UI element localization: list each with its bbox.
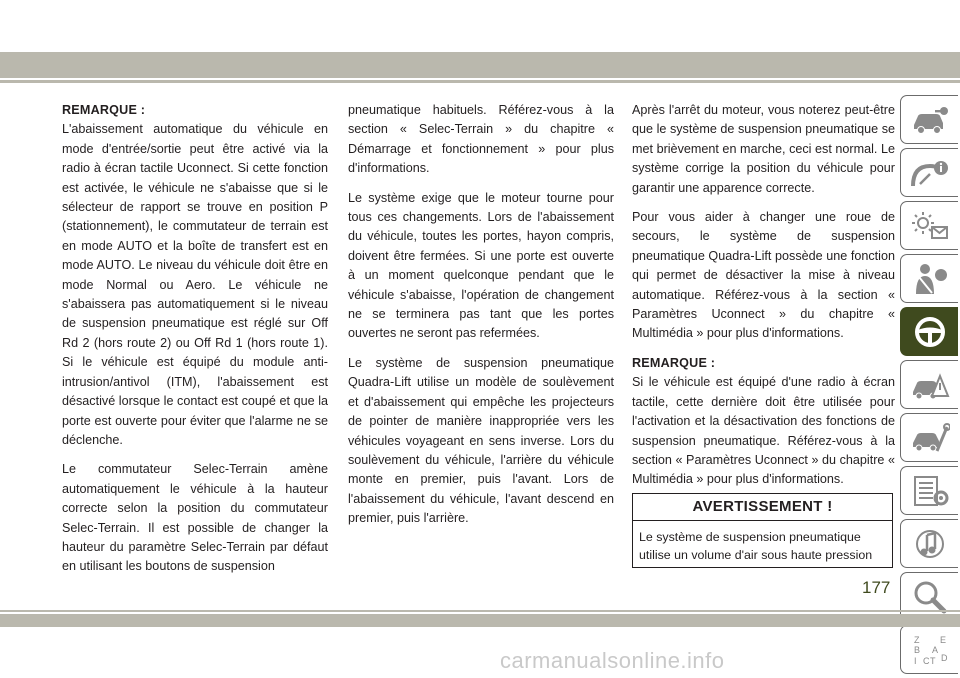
index-letter: C [922,655,929,666]
page-number: 177 [862,578,891,597]
index-letter: I [913,655,917,666]
tab-steering-wheel[interactable] [900,307,958,356]
maintenance-wrench-icon [910,421,950,455]
tab-warning-lights[interactable] [900,201,958,250]
footer-rule [0,610,960,612]
index-letter: A [931,644,938,655]
index-letter: T [929,655,935,666]
header-rule [0,80,960,83]
tab-specifications[interactable] [900,466,958,515]
tab-dashboard-info[interactable] [900,148,958,197]
paragraph: Après l'arrêt du moteur, vous noterez peut-être que le système de suspension pneumatique se met brièvement en marche, ceci est normal. Le système corrige la position du véhicule pour garantir une apparence correcte. [632,103,895,195]
remark-text: Si le véhicule est équipé d'une radio à écran tactile, cette dernière doit être utilisée pour l'activation et la désactivation des fonctions de suspension pneumatique. Référez-vous à la section « Paramètres Uconnect » du chapitre « Multimédia » pour plus d'informations. [632,375,895,487]
warning-title: AVERTISSEMENT ! [633,494,892,521]
warning-lights-message-icon [910,209,950,243]
specifications-list-icon [910,474,950,508]
tab-seatbelt-airbag[interactable] [900,254,958,303]
tab-multimedia[interactable] [900,519,958,568]
paragraph: Le système exige que le moteur tourne pour tous ces changements. Lors de l'abaissement du véhicule, toutes les portes, hayon compris, doivent être fermées. Si une porte est ouverte à un moment quelconque pendant que le véhicule s'abaisse, l'opération de changement ne se terminera pas tant que les portes ouvertes ne seront pas refermées. [348,190,614,341]
tab-car-key[interactable] [900,95,958,144]
roadside-emergency-icon [910,368,950,402]
warning-box [632,493,893,568]
remark-text: L'abaissement automatique du véhicule en mode d'entrée/sortie peut être activé via la radio à écran tactile Uconnect. Si cette fonction est activée, le véhicule ne s'abaisse que si le sélecteur de rapport se trouve en position P (stationnement), le commutateur de terrain est en mode AUTO et la boîte de transfert est en mode AUTO. Le niveau du véhicule doit être en mode Normal ou Aero. Le véhicule ne s'abaissera pas automatiquement si le niveau de suspension pneumatique est réglé sur Off Rd 2 (hors route 2) ou Off Rd 1 (hors route 1). Si le véhicule est équipé du module anti-intrusion/antivol (ITM), l'abaissement est désactivé lorsque le contact est coupé et que la porte est ouverte pour éviter que l'alarme ne se déclenche. [62,122,328,447]
chapter-tabs [900,95,960,678]
magnifier-search-icon [910,580,950,614]
remark-note-2 [632,354,895,490]
warning-text: Le système de suspension pneumatique utilise un volume d'air sous haute pression [639,530,873,562]
text-column-1 [62,101,328,587]
dashboard-info-icon [910,156,950,190]
tab-index[interactable] [900,625,958,674]
tab-maintenance[interactable] [900,413,958,462]
index-letter: Z [913,634,919,645]
remark-label: REMARQUE : [632,355,716,370]
text-column-3 [632,101,895,500]
index-letter: D [940,652,947,663]
paragraph: pneumatique habituels. Référez-vous à la section « Selec-Terrain » du chapitre « Démarrage et fonctionnement » pour plus d'informations. [348,103,614,176]
paragraph: Le commutateur Selec-Terrain amène automatiquement le véhicule à la hauteur correcte selon la position du commutateur Selec-Terrain. Il est possible de changer la hauteur du paramètre Selec-Terrain par défaut en utilisant les boutons de suspension [62,462,328,574]
index-letter: B [913,644,920,655]
text-column-2 [348,101,614,539]
seatbelt-airbag-icon [910,262,950,296]
steering-wheel-icon [910,315,950,349]
paragraph: Le système de suspension pneumatique Quadra-Lift utilise un modèle de soulèvement et d'abaissement qui empêche les projecteurs de pointer de manière inappropriée vers les véhicules voyageant en sens inverse. Lors du soulèvement du véhicule, l'arrière du véhicule monte en premier, puis l'avant. Lors de l'abaissement du véhicule, l'avant descend en premier, puis l'arrière. [348,355,614,526]
remark-label: REMARQUE : [62,103,146,117]
index-alphabet-icon [910,633,950,667]
tab-roadside-emergency[interactable] [900,360,958,409]
watermark-text: carmanualsonline.info [500,648,725,673]
paragraph: Pour vous aider à changer une roue de secours, le système de suspension pneumatique Quadra-Lift possède une fonction qui permet de désactiver la mise à niveau automatique. Référez-vous à la section « Paramètres Uconnect » du chapitre « Multimédia » pour plus d'informations. [632,210,895,341]
multimedia-music-icon [910,527,950,561]
index-letter: E [939,634,946,645]
remark-note-1 [62,101,328,450]
car-key-icon [910,103,950,137]
footer-band [0,614,960,627]
header-band [0,52,960,78]
